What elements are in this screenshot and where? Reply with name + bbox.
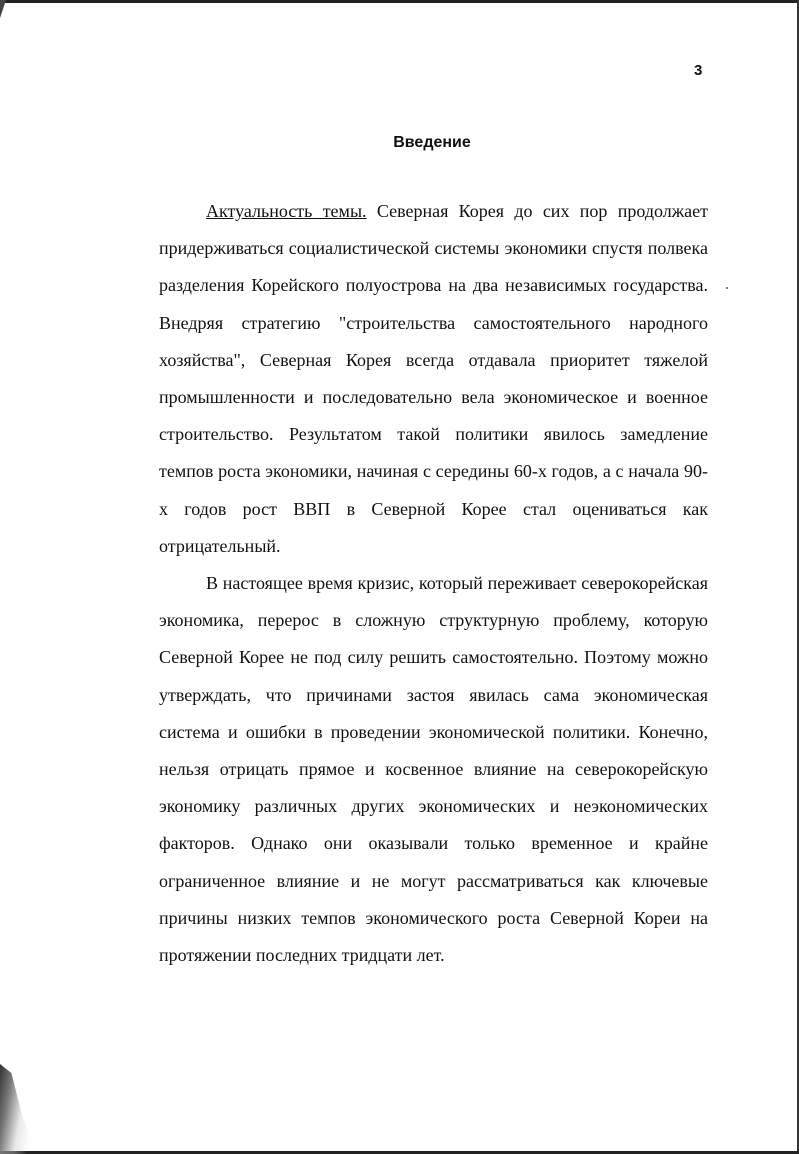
page-number: 3 xyxy=(694,62,703,79)
scan-edge-top xyxy=(0,0,799,3)
scan-smudge xyxy=(0,1064,38,1154)
paragraph-text: В настоящее время кризис, который переживает северокорейская экономика, перерос в сложную структурную проблему, которую Северной Корее не под силу решить самостоятельно. Поэтому можно утверждать, что причинами застоя явилась сама экономическая система и ошибки в проведении экономической политики. Конечно, нельзя отрицать прямое и косвенное влияние на северокорейскую экономику различных других экономических и неэкономических факторов. Однако они оказывали только временное и крайне ограниченное влияние и не могут рассматриваться как ключевые причины низких темпов экономического роста Северной Кореи на протяжении последних тридцати лет. xyxy=(159,573,708,966)
paragraph-2 xyxy=(159,565,708,974)
paragraph-text: Северная Корея до сих пор продолжает придерживаться социалистической системы экономики спустя полвека разделения Корейского полуострова на два независимых государства. Внедряя стратегию "строительства самостоятельного народного хозяйства", Северная Корея всегда отдавала приоритет тяжелой промышленности и последовательно вела экономическое и военное строительство. Результатом такой политики явилось замедление темпов роста экономики, начиная с середины 60-х годов, а с начала 90-х годов рост ВВП в Северной Корее стал оцениваться как отрицательный. xyxy=(159,201,708,556)
document-body xyxy=(159,193,708,974)
scan-corner-mark xyxy=(0,0,6,18)
page-title: Введение xyxy=(393,134,471,151)
scan-speck xyxy=(726,287,728,289)
paragraph-1 xyxy=(159,193,708,565)
paragraph-lead: Актуальность темы. xyxy=(206,201,367,221)
